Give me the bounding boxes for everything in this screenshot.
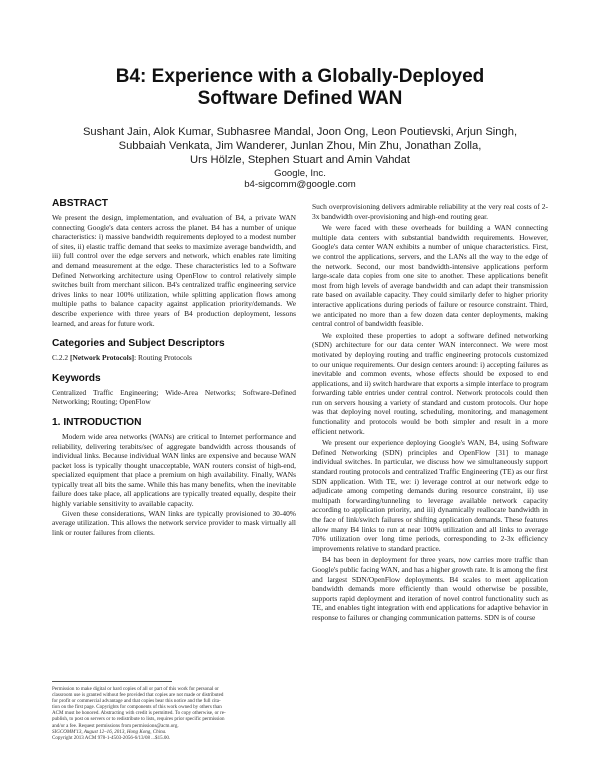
footnote-line: publish, to post on servers or to redistribute to lists, requires prior specific permission [52, 716, 225, 723]
footnote-line: classroom use is granted without fee provided that copies are not made or distributed [52, 692, 224, 699]
left-column [52, 197, 296, 537]
footnote-line: Permission to make digital or hard copies of all or part of this work for personal or [52, 686, 219, 692]
copyright-line: Copyright 2013 ACM 978-1-4503-2056-6/13/08 ...$15.00. [52, 734, 171, 741]
abstract-heading: ABSTRACT [52, 198, 109, 209]
footnote-line: ACM must be honored. Abstracting with credit is permitted. To copy otherwise, or re- [52, 710, 226, 717]
category-label: [Network Protocols] [69, 353, 135, 363]
category-rest: : Routing Protocols [134, 353, 192, 363]
author-line-3: Urs Hölzle, Stephen Stuart and Amin Vahdat [190, 154, 410, 166]
conference-info: SIGCOMM'13, August 12–16, 2013, Hong Kong, China. [52, 728, 167, 735]
intro-paragraph-1: Modern wide area networks (WANs) are critical to Internet performance and reliability, delivering terabits/sec of aggregate bandwidth across thousands of individual links. Because individual WAN links are expensive and because WAN packet loss is typically thought unacceptable, WAN routers consist of high-end, specialized equipment that place a premium on high availability. Finally, WANs typically treat all bits the same. While this has many benefits, when the inevitable failure does take place, all applications are typically treated equally, despite their highly variable sensitivity to available capacity. [52, 431, 296, 509]
footnote-line: for profit or commercial advantage and that copies bear this notice and the full cita- [52, 698, 221, 705]
author-line-2: Subbaiah Venkata, Jim Wanderer, Junlan Zhou, Min Zhu, Jonathan Zolla, [118, 140, 482, 152]
paper-title-line-1: B4: Experience with a Globally-Deployed [115, 66, 485, 87]
footnote-divider [52, 681, 172, 682]
footnote-line: and/or a fee. Request permissions from permissions@acm.org. [52, 722, 179, 729]
keywords-text: Centralized Traffic Engineering; Wide-Area Networks; Software-Defined Networking; Routing; OpenFlow [52, 387, 296, 407]
right-paragraph-4: We present our experience deploying Google's WAN, B4, using Software Defined Networking (SDN) principles and OpenFlow [31] to manage individual switches. In particular, we discuss how we simultaneously support standard routing protocols and centralized Traffic Engineering (TE) as our first SDN application. With TE, we: i) leverage control at our network edge to adjudicate among competing demands during resource constraint, ii) use multipath forwarding/tunneling to leverage available network capacity according to application priority, and iii) dynamically reallocate bandwidth in the face of link/switch failures or shifting application demands. These features allow many B4 links to run at near 100% utilization and all links to average 70% utilization over long time periods, corresponding to 2-3x efficiency improvements relative to standard practice. [312, 438, 548, 553]
affiliation-org: Google, Inc. [274, 168, 326, 179]
abstract-text: We present the design, implementation, and evaluation of B4, a private WAN connecting Google's data centers across the planet. B4 has a number of unique characteristics: i) massive bandwidth requirements deployed to a modest number of sites, ii) elastic traffic demand that seeks to maximize average bandwidth, and iii) full control over the edge servers and network, which enables rate limiting and demand measurement at the edge. These characteristics led to a Software Defined Networking architecture using OpenFlow to control relatively simple switches built from merchant silicon. B4's centralized traffic engineering service drives links to near 100% utilization, while splitting application flows among multiple paths to balance capacity against application priority/demands. We describe experience with three years of B4 production deployment, lessons learned, and areas for future work. [52, 213, 296, 328]
introduction-heading: 1. INTRODUCTION [52, 416, 142, 428]
keywords-heading: Keywords [52, 372, 101, 384]
category-code: C.2.2 [52, 353, 69, 363]
author-line-1: Sushant Jain, Alok Kumar, Subhasree Mandal, Joon Ong, Leon Poutievski, Arjun Singh, [82, 126, 518, 138]
categories-text [52, 353, 296, 363]
paper-title-line-2: Software Defined WAN [197, 88, 403, 109]
intro-paragraph-2: Given these considerations, WAN links are typically provisioned to 30-40% average utilization. This allows the network service provider to mask virtually all link or router failures from clients. [52, 508, 296, 537]
categories-heading: Categories and Subject Descriptors [52, 338, 225, 350]
right-paragraph-5: B4 has been in deployment for three years, now carries more traffic than Google's public facing WAN, and has a higher growth rate. It is among the first and largest SDN/OpenFlow deployments. B4 scales to meet application bandwidth demands more efficiently than would otherwise be possible, supports rapid deployment and iteration of novel control functionality such as TE, and enables tight integration with end applications for adaptive behavior in response to failures or changing communication patterns. SDN is of course [312, 555, 548, 622]
right-paragraph-2: We were faced with these overheads for building a WAN connecting multiple data centers with substantial bandwidth requirements. However, Google's data center WAN exhibits a number of unique characteristics. First, we control the applications, servers, and the LANs all the way to the edge of the network. Second, our most bandwidth-intensive applications perform large-scale data copies from one site to another. These applications benefit most from high levels of average bandwidth and can adapt their transmission rate based on available capacity. They could similarly defer to higher priority interactive applications during periods of failure or resource constraint. Third, we anticipated no more than a few dozen data center deployments, making central control of bandwidth feasible. [312, 223, 548, 329]
footnote-line: tion on the first page. Copyrights for components of this work owned by others than [52, 704, 222, 711]
copyright-footnote [52, 686, 296, 741]
right-paragraph-3: We exploited these properties to adopt a software defined networking (SDN) architecture for our data center WAN interconnect. We were most motivated by deploying routing and traffic engineering protocols customized to our unique requirements. Our design centers around: i) accepting failures as inevitable and common events, whose effects should be exposed to end applications, and ii) switch hardware that exports a simple interface to program forwarding table entries under central control. Network protocols could then run on servers housing a variety of standard and custom protocols. Our hope was that deploying novel routing, scheduling, monitoring, and management functionality and protocols would be both simpler and result in a more efficient network. [312, 330, 548, 436]
right-column [312, 202, 548, 623]
right-paragraph-1: Such overprovisioning delivers admirable reliability at the very real costs of 2-3x bandwidth over-provisioning and high-end routing gear. [312, 202, 548, 221]
affiliation-email: b4-sigcomm@google.com [244, 179, 356, 190]
